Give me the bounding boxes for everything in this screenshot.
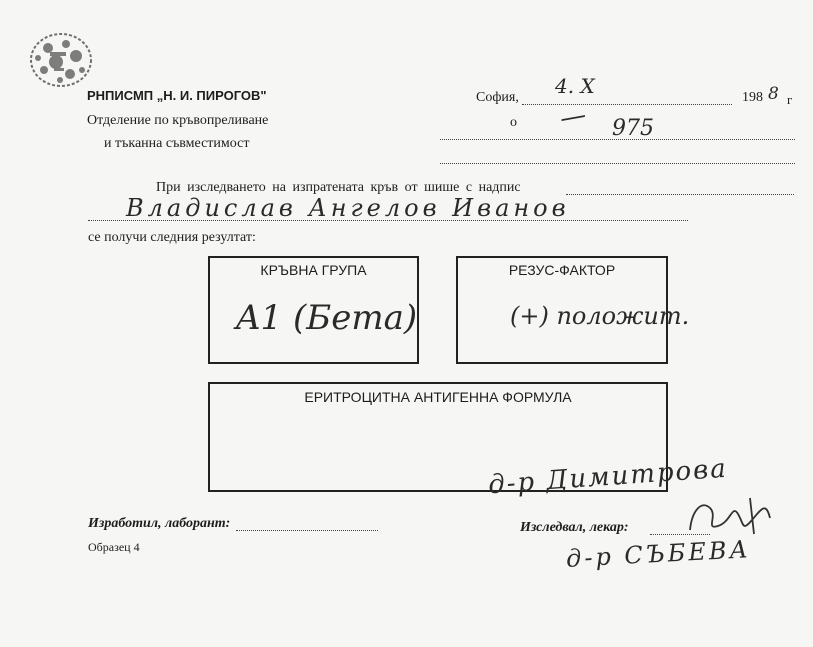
result-text: се получи следния резултат: [88,230,256,245]
number-dash-mark: — [557,99,589,135]
blood-group-box [208,256,419,364]
name-line [88,220,688,221]
name-handwritten: Владислав Ангелов Иванов [126,194,570,222]
department-line-2: и тъканна съвместимост [104,136,250,151]
year-printed: 198 [742,90,763,105]
intro-line [566,194,794,195]
doctor-label: Изследвал, лекар: [520,520,629,535]
blood-group-handwritten: A1 (Бета) [236,298,418,338]
rhesus-title: РЕЗУС-ФАКТОР [508,262,616,278]
rhesus-handwritten: (+) положит. [510,302,690,330]
intro-text: При изследването на изпратената кръв от шише с надпис [156,180,521,195]
year-suffix: г [787,92,793,107]
department-line-1: Отделение по кръвопреливане [87,113,269,128]
lab-label: Изработил, лаборант: [88,516,231,531]
rhesus-box [456,256,690,364]
number-line [440,139,795,140]
number-prefix: о [510,115,517,130]
antigen-formula-title: ЕРИТРОЦИТНА АНТИГЕННА ФОРМУЛА [304,389,572,405]
institution-name: РНПИСМП „Н. И. ПИРОГОВ" [87,88,267,103]
seal-stamp-image [26,30,96,92]
doctor-signature-image [680,490,780,540]
date-line [522,104,732,105]
lab-line [236,530,378,531]
extra-line [440,163,795,164]
blood-group-title: КРЪВНА ГРУПА [260,262,367,278]
year-handwritten: 8 [768,84,779,104]
sample-label: Образец 4 [88,540,140,554]
antigen-handwritten-signature: д-р Димитрова [487,453,729,501]
doctor-name-handwritten: д-р СЪБЕВА [565,535,752,573]
number-handwritten: 975 [612,116,654,141]
city-label: София, [476,90,519,105]
date-handwritten: 4. X [555,74,595,98]
